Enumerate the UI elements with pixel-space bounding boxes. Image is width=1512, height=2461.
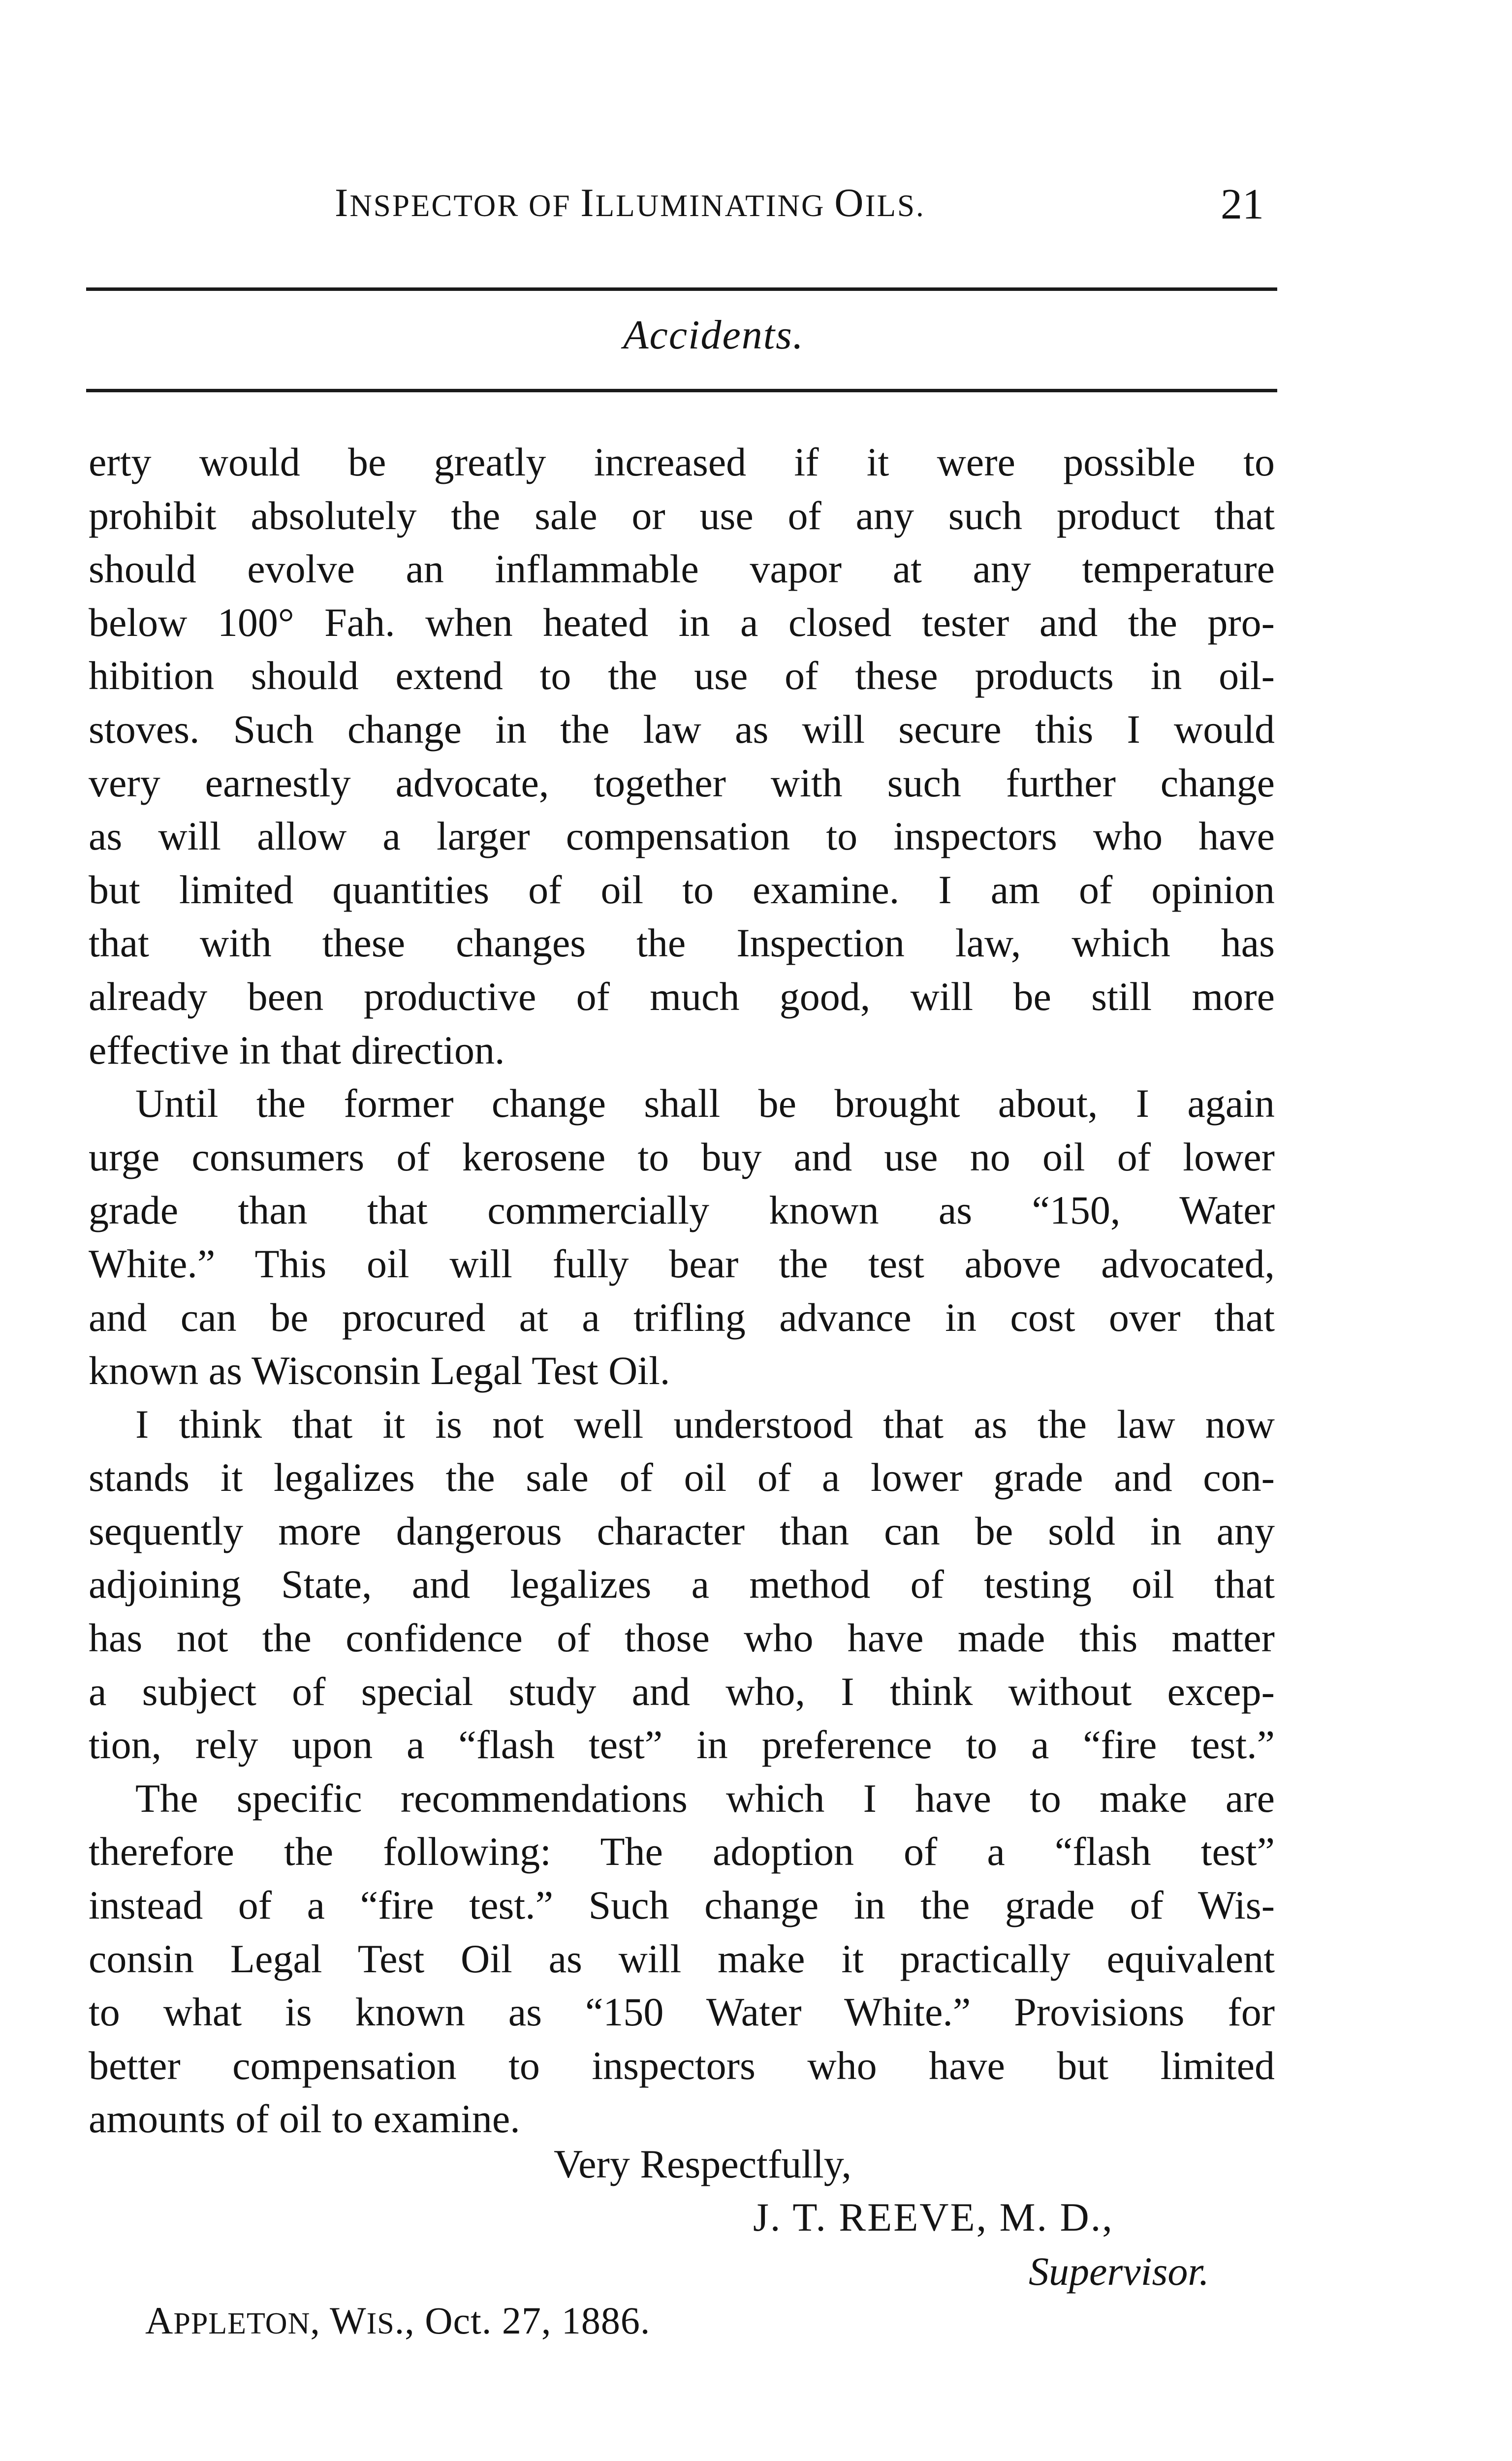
text-line: instead of a “fire test.” Such change in the grade of Wis-: [89, 1883, 1275, 1928]
dateline: [145, 2299, 650, 2343]
paragraph: [89, 1398, 1275, 1772]
running-head-part: LLUMINATING: [595, 189, 835, 223]
page-number: 21: [1221, 181, 1264, 228]
text-line: very earnestly advocate, together with such further change: [89, 760, 1275, 805]
bottom-rule: [86, 389, 1277, 392]
running-head: [335, 180, 925, 226]
text-line: consin Legal Test Oil as will make it practically equivalent: [89, 1936, 1275, 1981]
running-head-part: NSPECTOR OF: [349, 189, 581, 223]
text-line: a subject of special study and who, I think without excep-: [89, 1669, 1275, 1714]
dateline-part: PPLETON: [173, 2307, 311, 2340]
text-line: stands it legalizes the sale of oil of a lower grade and con-: [89, 1455, 1275, 1500]
text-line: therefore the following: The adoption of a “flash test”: [89, 1829, 1275, 1874]
running-head-part: I: [580, 180, 596, 225]
text-line: hibition should extend to the use of these products in oil-: [89, 653, 1275, 698]
text-line: Until the former change shall be brought about, I again: [135, 1081, 1275, 1126]
text-line: already been productive of much good, will be still more: [89, 974, 1275, 1019]
text-line: stoves. Such change in the law as will secure this I would: [89, 706, 1275, 752]
signatory-title: Supervisor.: [1029, 2249, 1209, 2294]
text-line: below 100° Fah. when heated in a closed tester and the pro-: [89, 599, 1275, 645]
text-line: as will allow a larger compensation to inspectors who have: [89, 814, 1275, 859]
dateline-part: IS: [366, 2307, 395, 2340]
text-line: but limited quantities of oil to examine. I am of opinion: [89, 867, 1275, 912]
running-head-part: ILS.: [865, 189, 925, 223]
text-line: tion, rely upon a “flash test” in preference to a “fire test.”: [89, 1722, 1275, 1767]
text-line: White.” This oil will fully bear the test above advocated,: [89, 1241, 1275, 1286]
text-line: urge consumers of kerosene to buy and use no oil of lower: [89, 1134, 1275, 1179]
text-line: The specific recommendations which I have to make are: [135, 1775, 1275, 1821]
text-line: has not the confidence of those who have made this matter: [89, 1615, 1275, 1661]
body-text: [89, 436, 1275, 2146]
closing-salutation: Very Respectfully,: [554, 2142, 851, 2186]
text-line: should evolve an inflammable vapor at any temperature: [89, 546, 1275, 592]
text-line: erty would be greatly increased if it were possible to: [89, 440, 1275, 484]
text-line: better compensation to inspectors who have but limited: [89, 2043, 1275, 2088]
text-line: I think that it is not well understood that as the law now: [135, 1401, 1275, 1447]
text-line: adjoining State, and legalizes a method of testing oil that: [89, 1562, 1275, 1607]
text-line: amounts of oil to examine.: [89, 2096, 520, 2142]
text-line: to what is known as “150 Water White.” Provisions for: [89, 1989, 1275, 2035]
top-rule: [86, 287, 1277, 291]
running-head-part: I: [335, 180, 350, 225]
paragraph: [89, 1772, 1275, 2146]
dateline-part: ., Oct. 27, 1886.: [394, 2299, 651, 2342]
dateline-part: , W: [310, 2299, 367, 2342]
section-title: Accidents.: [623, 312, 804, 358]
text-line: and can be procured at a trifling advance in cost over that: [89, 1294, 1275, 1340]
text-line: that with these changes the Inspection law, which has: [89, 920, 1275, 966]
text-line: known as Wisconsin Legal Test Oil.: [89, 1348, 670, 1393]
text-line: sequently more dangerous character than can be sold in any: [89, 1508, 1275, 1553]
signature: J. T. REEVE, M. D.,: [753, 2195, 1114, 2240]
paragraph: [89, 436, 1275, 1077]
running-head-part: O: [834, 180, 865, 225]
paragraph: [89, 1077, 1275, 1398]
text-line: prohibit absolutely the sale or use of any such product that: [89, 493, 1275, 538]
text-line: effective in that direction.: [89, 1027, 505, 1073]
text-line: grade than that commercially known as “150, Water: [89, 1188, 1275, 1233]
dateline-part: A: [145, 2299, 174, 2342]
